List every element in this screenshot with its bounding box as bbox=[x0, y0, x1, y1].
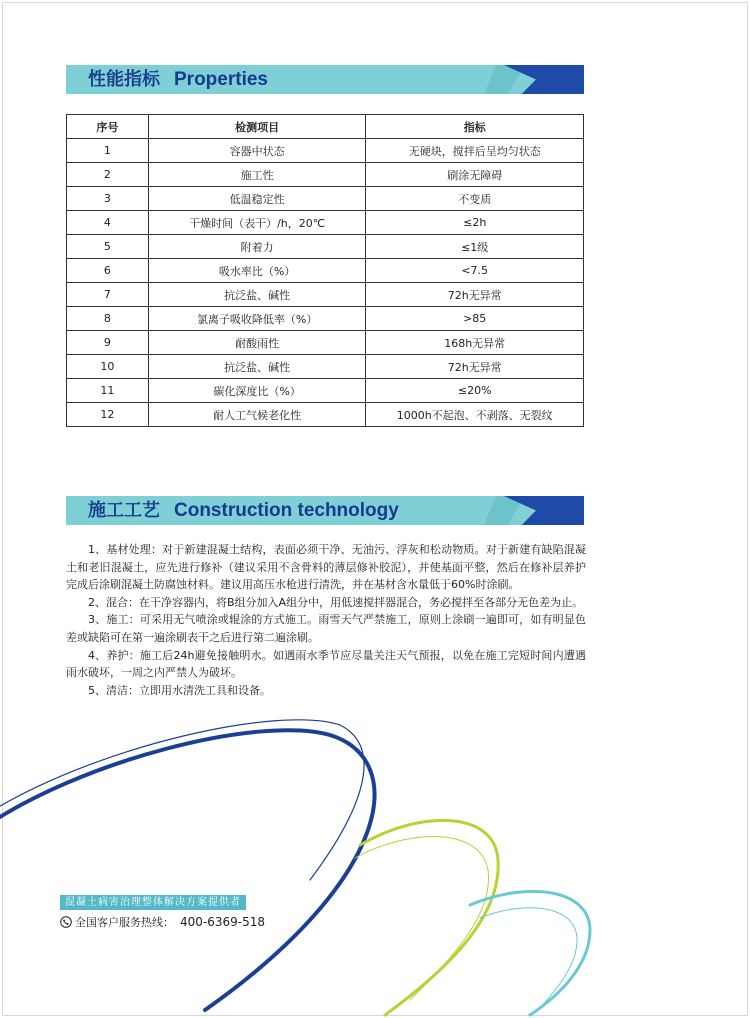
cell-item: 氯离子吸收降低率（%） bbox=[148, 307, 366, 331]
properties-title bbox=[88, 65, 268, 94]
cell-value: ≤2h bbox=[366, 211, 584, 235]
cell-item: 附着力 bbox=[148, 235, 366, 259]
properties-title-cn: 性能指标 bbox=[88, 69, 160, 90]
cell-no: 5 bbox=[67, 235, 149, 259]
cell-no: 1 bbox=[67, 139, 149, 163]
step-paragraph: 4、养护：施工后24h避免接触明水。如遇雨水季节应尽量关注天气预报，以免在施工完短时间内遭遇雨水破坏，一周之内严禁人为破坏。 bbox=[66, 648, 586, 680]
cell-no: 10 bbox=[67, 355, 149, 379]
swoosh-cyan-inner bbox=[480, 908, 577, 1008]
table-row bbox=[67, 235, 584, 259]
cell-value: >85 bbox=[366, 307, 584, 331]
swoosh-lime-outer bbox=[360, 820, 498, 1015]
cell-no: 8 bbox=[67, 307, 149, 331]
table-row bbox=[67, 163, 584, 187]
construction-body bbox=[66, 541, 586, 699]
cell-no: 12 bbox=[67, 403, 149, 427]
swoosh-lime-inner bbox=[355, 837, 489, 1000]
cell-value: 刷涂无障碍 bbox=[366, 163, 584, 187]
table-row bbox=[67, 307, 584, 331]
cell-value: ≤20% bbox=[366, 379, 584, 403]
construction-title-en: Construction technology bbox=[174, 500, 399, 521]
header-no: 序号 bbox=[67, 115, 149, 139]
phone-icon bbox=[60, 916, 72, 928]
cell-value: 72h无异常 bbox=[366, 283, 584, 307]
table-header-row bbox=[67, 115, 584, 139]
header-item: 检测项目 bbox=[148, 115, 366, 139]
table-row bbox=[67, 379, 584, 403]
swoosh-navy-inner bbox=[0, 720, 364, 880]
header-value: 指标 bbox=[366, 115, 584, 139]
cell-item: 碳化深度比（%） bbox=[148, 379, 366, 403]
step-paragraph: 5、清洁：立即用水清洗工具和设备。 bbox=[88, 683, 271, 697]
hotline bbox=[60, 914, 265, 930]
cell-no: 3 bbox=[67, 187, 149, 211]
step-paragraph: 3、施工：可采用无气喷涂或辊涂的方式施工。雨雪天气严禁施工，原则上涂刷一遍即可，如有明显色差或缺陷可在第一遍涂刷表干之后进行第二遍涂刷。 bbox=[66, 613, 586, 644]
properties-header-bar bbox=[66, 65, 584, 94]
cell-item: 抗泛盐、碱性 bbox=[148, 355, 366, 379]
cell-value: 168h无异常 bbox=[366, 331, 584, 355]
step-paragraph: 2、混合：在干净容器内，将B组分加入A组分中，用低速搅拌器混合，务必搅拌至各部分无色差为止。 bbox=[88, 595, 584, 609]
table-row bbox=[67, 259, 584, 283]
construction-header-bar bbox=[66, 496, 584, 525]
swoosh-navy-outer bbox=[0, 730, 374, 1010]
table-row bbox=[67, 211, 584, 235]
cell-no: 6 bbox=[67, 259, 149, 283]
step-paragraph: 1、基材处理：对于新建混凝土结构，表面必须干净、无油污、浮灰和松动物质。对于新建有缺陷混凝土和老旧混凝土，应先进行修补（建议采用不含骨料的薄层修补胶泥），并使基面平整，然后在修补层养护完成后涂刷混凝土防腐蚀材料。建议用高压水枪进行清洗，并在基材含水量低于60%时涂刷。 bbox=[66, 543, 586, 592]
table-row bbox=[67, 283, 584, 307]
cell-value: 72h无异常 bbox=[366, 355, 584, 379]
construction-title-cn: 施工工艺 bbox=[88, 500, 160, 521]
table-row bbox=[67, 187, 584, 211]
cell-item: 抗泛盐、碱性 bbox=[148, 283, 366, 307]
cell-no: 9 bbox=[67, 331, 149, 355]
cell-no: 2 bbox=[67, 163, 149, 187]
cell-value: 无硬块，搅拌后呈均匀状态 bbox=[366, 139, 584, 163]
cell-item: 低温稳定性 bbox=[148, 187, 366, 211]
company-tagline: 混凝土病害治理整体解决方案提供者 bbox=[60, 895, 246, 910]
hotline-number: 400-6369-518 bbox=[180, 915, 266, 929]
properties-title-en: Properties bbox=[174, 69, 268, 90]
properties-table bbox=[66, 114, 584, 427]
cell-value: 1000h不起泡、不剥落、无裂纹 bbox=[366, 403, 584, 427]
cell-value: ≤1级 bbox=[366, 235, 584, 259]
cell-no: 11 bbox=[67, 379, 149, 403]
cell-value: <7.5 bbox=[366, 259, 584, 283]
cell-item: 吸水率比（%） bbox=[148, 259, 366, 283]
table-row bbox=[67, 355, 584, 379]
cell-no: 7 bbox=[67, 283, 149, 307]
hotline-label: 全国客户服务热线： bbox=[75, 916, 174, 929]
cell-item: 耐人工气候老化性 bbox=[148, 403, 366, 427]
table-row bbox=[67, 139, 584, 163]
table-row bbox=[67, 331, 584, 355]
cell-item: 干燥时间（表干）/h，20℃ bbox=[148, 211, 366, 235]
cell-no: 4 bbox=[67, 211, 149, 235]
swoosh-cyan-outer bbox=[470, 891, 590, 1015]
cell-item: 容器中状态 bbox=[148, 139, 366, 163]
cell-item: 施工性 bbox=[148, 163, 366, 187]
table-row bbox=[67, 403, 584, 427]
construction-title bbox=[88, 496, 399, 525]
cell-item: 耐酸雨性 bbox=[148, 331, 366, 355]
cell-value: 不变质 bbox=[366, 187, 584, 211]
